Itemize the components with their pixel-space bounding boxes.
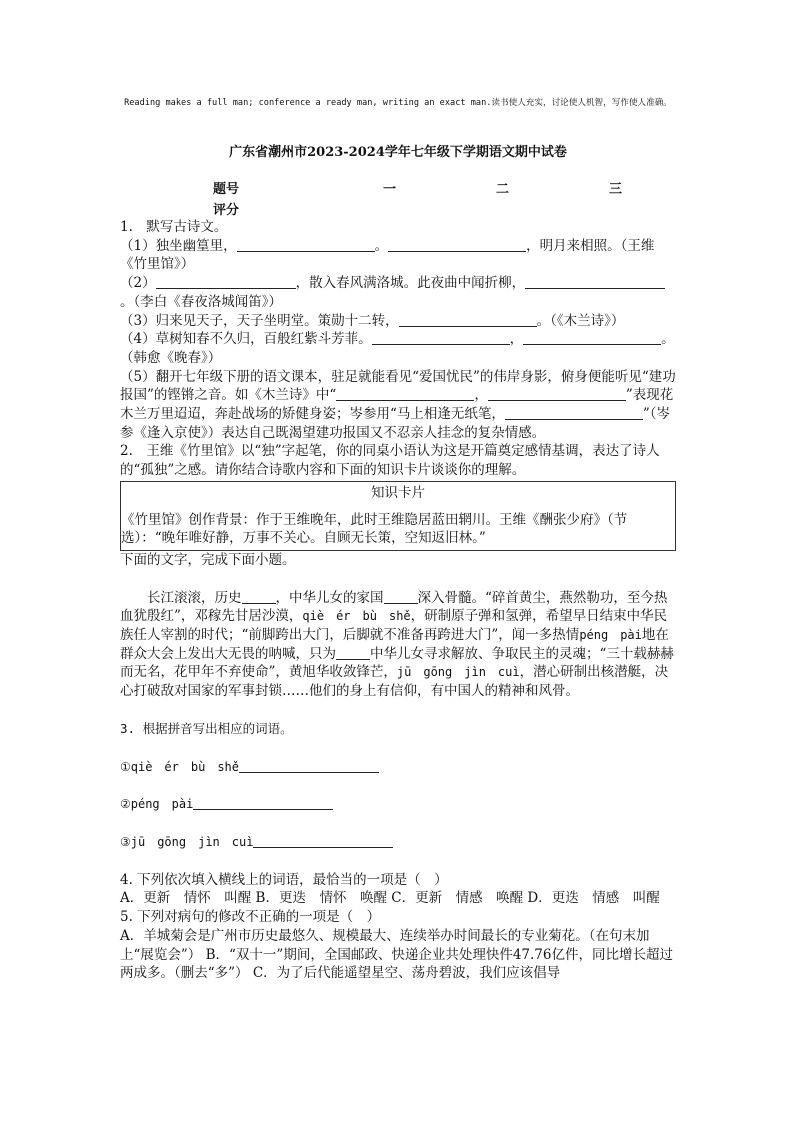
q3-item1: ①qiè ér bù shě: [120, 758, 676, 777]
answer-blank[interactable]: [505, 405, 643, 420]
score-label-row1: 题号: [213, 182, 240, 197]
passage-blank: [384, 589, 418, 604]
passage-blank: [336, 645, 370, 660]
exam-content: [120, 218, 676, 983]
q3-item2: ②péng pài: [120, 795, 676, 814]
score-col-2: 二: [496, 182, 510, 197]
q1-line1: （1）独坐幽篁里， 。 ，明月来相照。（王维《竹里馆》）: [120, 237, 655, 273]
answer-blank[interactable]: [372, 330, 510, 345]
answer-blank[interactable]: [523, 330, 661, 345]
answer-blank[interactable]: [156, 274, 296, 289]
page-title: 广东省潮州市2023-2024学年七年级下学期语文期中试卷: [229, 145, 567, 160]
answer-blank[interactable]: [525, 274, 665, 289]
score-col-1: 一: [383, 182, 397, 197]
q1-stem: 1. 默写古诗文。: [120, 219, 228, 235]
q4-options: A．更新 情怀 叫醒 B．更迭 情怀 唤醒 C．更新 情感 唤醒 D．更迭 情感 叫醒: [120, 890, 660, 907]
answer-blank[interactable]: [388, 237, 526, 252]
answer-blank[interactable]: [399, 312, 537, 327]
answer-blank[interactable]: [253, 833, 393, 848]
answer-blank[interactable]: [336, 386, 474, 401]
q4-stem: 4. 下列依次填入横线上的词语，最恰当的一项是（ ）: [120, 871, 448, 888]
q3-stem: 3. 根据拼音写出相应的词语。: [120, 720, 293, 736]
knowledge-card-body: 《竹里馆》创作背景：作于王维晚年，此时王维隐居蓝田辋川。王维《酬张少府》（节选）：“晚年唯好静，万事不关心。自顾无长策，空知返旧林。”: [121, 511, 628, 547]
q2-stem: 2. 王维《竹里馆》以“独”字起笔，你的同桌小语认为这是开篇奠定感情基调，表达了诗人的“孤独”之感。请你结合诗歌内容和下面的知识卡片谈谈你的理解。: [120, 443, 660, 479]
score-label-row2: 评分: [213, 203, 240, 218]
knowledge-card-title: 知识卡片: [371, 484, 425, 501]
q1-line4: （4）草树知春不久归，百般红紫斗芳菲。 ， 。（韩愈《晚春》）: [120, 331, 675, 366]
q5-stem: 5. 下列对病句的修改不正确的一项是（ ）: [120, 909, 381, 926]
answer-blank[interactable]: [239, 758, 379, 773]
reading-intro: 下面的文字，完成下面小题。: [120, 551, 296, 568]
q3-item3: ③jū gōng jìn cuì: [120, 833, 676, 852]
answer-blank[interactable]: [488, 386, 626, 401]
score-col-3: 三: [609, 182, 623, 197]
knowledge-card: [120, 481, 676, 551]
answer-blank[interactable]: [237, 237, 375, 252]
q1-line3: （3）归来见天子，天子坐明堂。策勋十二转， 。（《木兰诗》）: [120, 312, 625, 329]
reading-passage: 长江滚滚，历史 ，中华儿女的家国 深入骨髓。“碎首黄尘，燕然勒功，至今热血犹殷红”，邓稼先甘居沙漠，qiè ér bù shě，研制原子弹和氢弹，希望早日结束中华民族任人宰割的时代；“前脚跨出大门，后脚就不准备再跨进大门”，闻一多热情péng pài地在群众大会上发出大无畏的呐喊，只为 中华儿女寻求解放、争取民主的灵魂；“三十载赫赫而无名，花甲年不弃使命”，黄旭华收敛锋芒，jū gōng jìn cuì，潜心研制出核潜艇，决心打破敌对国家的军事封锁……他们的身上有信仰，有中国人的精神和风骨。: [120, 589, 674, 700]
q5-options: A．羊城菊会是广州市历史最悠久、规模最大、连续举办时间最长的专业菊花。（在句末加上“展览会”） B．“双十一”期间，全国邮政、快递企业共处理快件47.76亿件，同比增长超过两成多。（删去“多”） C．为了后代能遥望星空、荡舟碧波，我们应该倡导: [120, 927, 673, 982]
passage-blank: [242, 589, 276, 604]
q1-line5: （5）翻开七年级下册的语文课本，驻足就能看见“爱国忧民”的伟岸身影，俯身便能听见“建功报国”的铿锵之音。如《木兰诗》中“ ， ”表现花木兰万里迢迢，奔赴战场的矫健身姿；岑参用“马上相逢无纸笔， ”（岑参《逢入京使》）表达自己既渴望建功报国又不忍亲人挂念的复杂情感。: [120, 368, 676, 441]
answer-blank[interactable]: [193, 795, 333, 810]
q1-line2: （2） ，散入春风满洛城。此夜曲中闻折柳，。（李白《春夜洛城闻笛》）: [120, 274, 676, 311]
header-quote: Reading makes a full man; conference a ready man, writing an exact man.读书使人充实，讨论使人机智，写作使人准确。: [124, 98, 672, 108]
